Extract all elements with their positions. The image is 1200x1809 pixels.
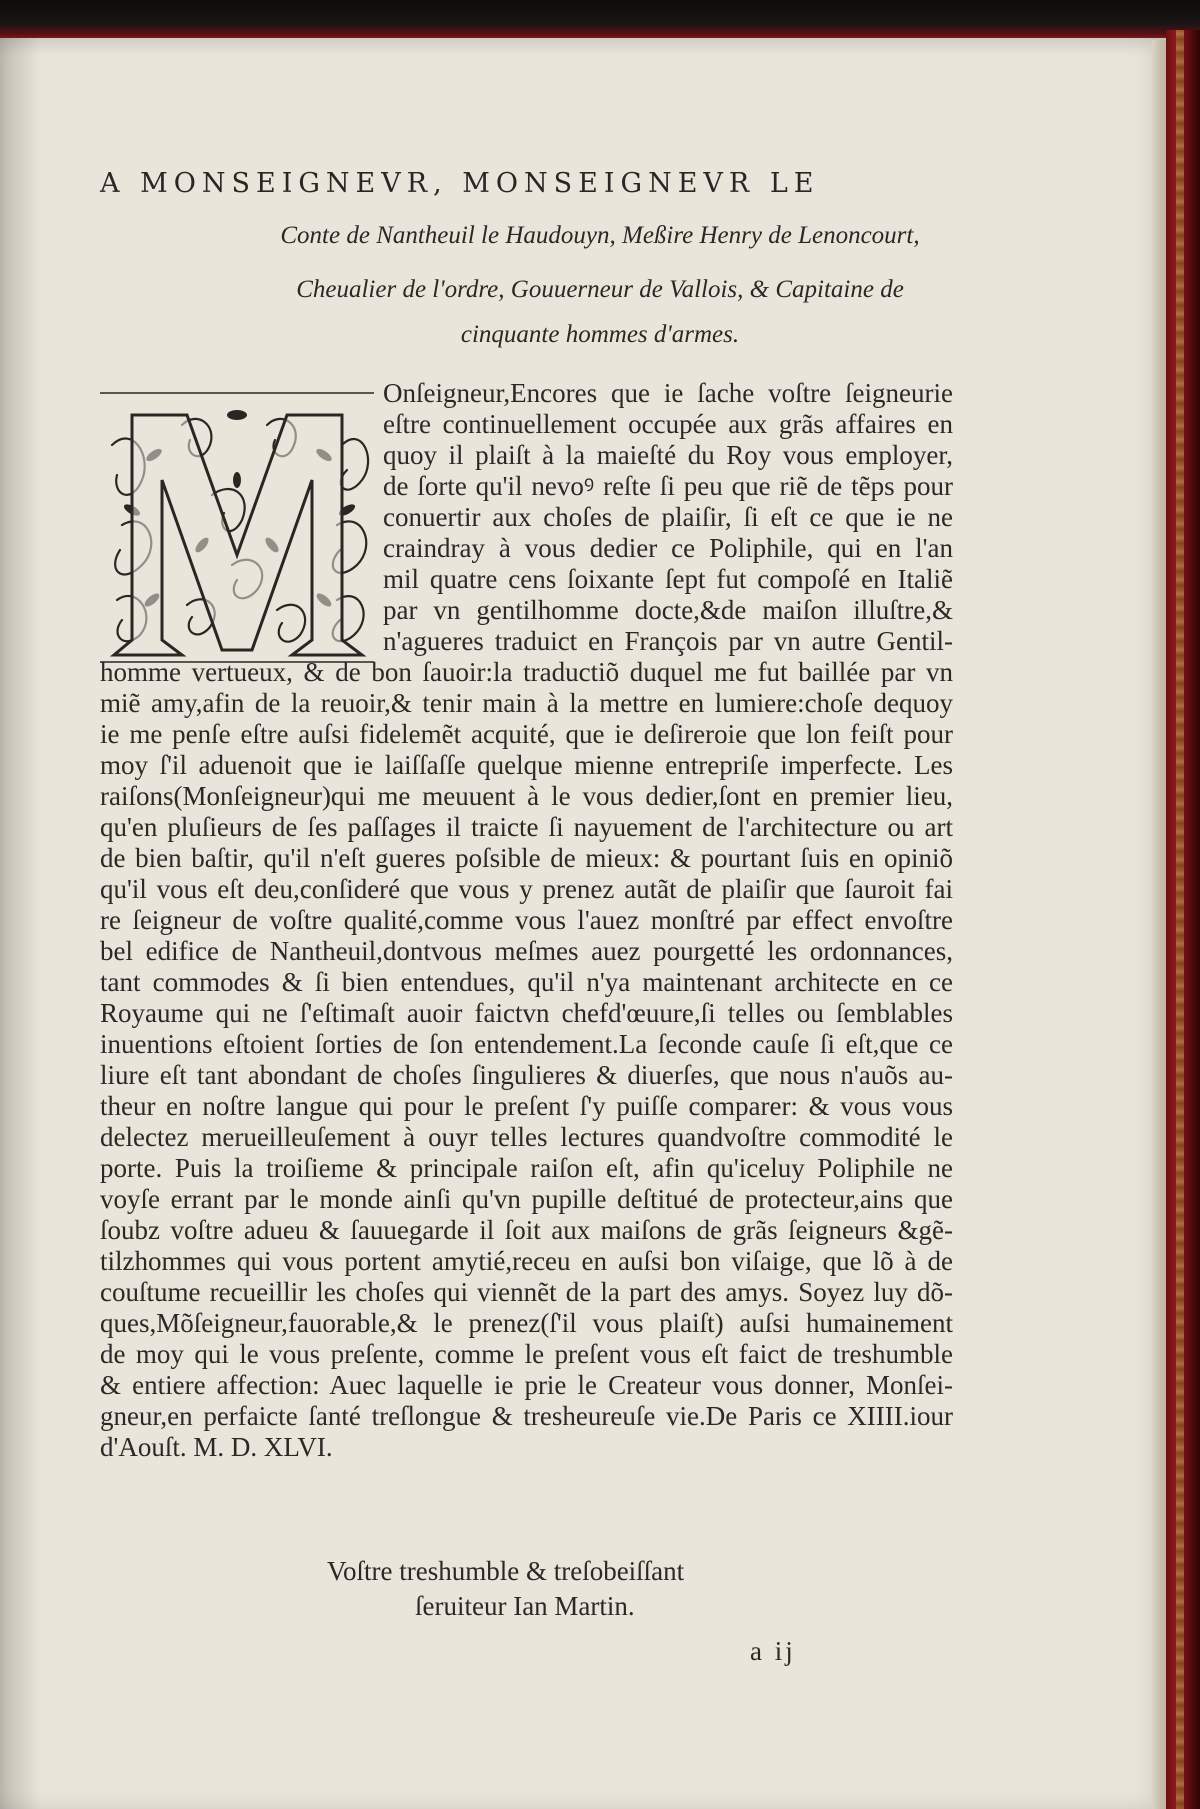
- body-line: moy ſ'il aduenoit que ie laiſſaſſe quelque mienne entrepriſe imperfecte. Les: [100, 750, 953, 780]
- body-line: raiſons(Monſeigneur)qui me meuuent à le vous dedier,ſont en premier lieu,: [100, 781, 953, 811]
- body-line: tilzhommes qui vous portent amytié,receu en auſsi bon viſaige, que lõ à de: [100, 1246, 953, 1276]
- body-line: porte. Puis la troiſieme & principale raiſon eſt, afin qu'iceluy Poliphile ne: [100, 1153, 953, 1183]
- body-line: n'agueres traduict en François par vn autre Gentil-: [383, 626, 953, 656]
- body-line: miẽ amy,afin de la reuoir,& tenir main à la mettre en lumiere:choſe dequoy: [100, 688, 953, 718]
- signoff-line-2: ſeruiteur Ian Martin.: [415, 1591, 635, 1621]
- dedication-heading: A MONSEIGNEVR, MONSEIGNEVR LE: [100, 168, 820, 199]
- body-line: de moy qui le vous preſente, comme le preſent vous eſt faict de treshumble: [100, 1339, 953, 1369]
- body-line: ſoubz voſtre adueu & ſauuegarde il ſoit aux maiſons de grãs ſeigneurs &gẽ-: [100, 1215, 953, 1245]
- dedication-subheading-line-1: Conte de Nantheuil le Haudouyn, Meßire Henry de Lenoncourt,: [280, 222, 920, 249]
- body-line: liure eſt tant abondant de choſes ſingulieres & diuerſes, que nous n'auõs au-: [100, 1060, 953, 1090]
- body-line: mil quatre cens ſoixante ſept fut compoſé en Italiẽ: [383, 564, 953, 594]
- body-line: ie me penſe eſtre auſsi fidelemẽt acquité, que ie deſireroie que lon feiſt pour: [100, 719, 953, 749]
- signature-mark: a ij: [750, 1636, 796, 1666]
- body-line: inuentions eſtoient ſorties de ſon entendement.La ſeconde cauſe ſi eſt,que ce: [100, 1029, 953, 1059]
- body-line: conuertir aux choſes de plaiſir, ſi eſt ce que ie ne: [383, 502, 953, 532]
- body-line: theur en noſtre langue qui pour le preſent ſ'y puiſſe comparer: & vous vous: [100, 1091, 953, 1121]
- body-line: Onſeigneur,Encores que ie ſache voſtre ſeigneurie: [383, 378, 953, 408]
- body-line: par vn gentilhomme docte,&de maiſon illuſtre,&: [383, 595, 953, 625]
- body-line: qu'en pluſieurs de ſes paſſages il traicte ſi nayuement de l'architecture ou art: [100, 812, 953, 842]
- signoff-line-1: Voſtre treshumble & treſobeiſſant: [327, 1556, 685, 1586]
- body-line: qu'il vous eſt deu,conſideré que vous y prenez autãt de plaiſir que ſauroit fai: [100, 874, 953, 904]
- book-cover-top: [0, 0, 1200, 40]
- body-line: homme vertueux, & de bon ſauoir:la traductiõ duquel me fut baillée par vn: [100, 657, 953, 687]
- body-line: de bien baſtir, qu'il n'eſt gueres poſsible de mieux: & pourtant ſuis en opiniõ: [100, 843, 953, 873]
- body-line: gneur,en perfaicte ſanté treſlongue & tresheureuſe vie.De Paris ce XIIII.iour: [100, 1401, 953, 1431]
- body-line: & entiere affection: Auec laquelle ie prie le Createur vous donner, Monſei-: [100, 1370, 953, 1400]
- dedication-subheading-line-3: cinquante hommes d'armes.: [460, 321, 740, 348]
- body-line: d'Aouſt. M. D. XLVI.: [100, 1432, 333, 1462]
- body-line: re ſeigneur de voſtre qualité,comme vous l'auez monſtré par effect envoſtre: [100, 905, 953, 935]
- body-line: bel edifice de Nantheuil,dontvous meſmes auez pourgetté les ordonnances,: [100, 936, 953, 966]
- binding-gilt-edge: [1176, 30, 1184, 1809]
- body-line: eſtre continuellement occupée aux grãs affaires en: [383, 409, 953, 439]
- body-line: Royaume qui ne ſ'eſtimaſt auoir faictvn chefd'œuure,ſi telles ou ſemblables: [100, 998, 953, 1028]
- dedication-subheading-line-2: Cheualier de l'ordre, Gouuerneur de Vallois, & Capitaine de: [296, 276, 904, 303]
- gutter-shadow: [0, 38, 40, 1809]
- body-line: voyſe errant par le monde ainſi qu'vn pupille deſtitué de protecteur,ains que: [100, 1184, 953, 1214]
- body-line: couſtume recueillir les choſes qui viennẽt de la part des amys. Soyez luy dõ-: [100, 1277, 953, 1307]
- decorated-initial-m: [92, 385, 382, 670]
- body-line: tant commodes & ſi bien entendues, qu'il n'ya maintenant architecte en ce: [100, 967, 953, 997]
- body-line: de ſorte qu'il nevoꝰ reſte ſi peu que riẽ de tẽps pour: [383, 471, 953, 501]
- body-line: ques,Mõſeigneur,fauorable,& le prenez(ſ'il vous plaiſt) auſsi humainement: [100, 1308, 953, 1338]
- body-line: craindray à vous dedier ce Poliphile, qui en l'an: [383, 533, 953, 563]
- body-line: quoy il plaiſt à la maieſté du Roy vous employer,: [383, 440, 953, 470]
- body-line: delectez merueilleuſement à ouyr telles lectures quandvoſtre commodité le: [100, 1122, 953, 1152]
